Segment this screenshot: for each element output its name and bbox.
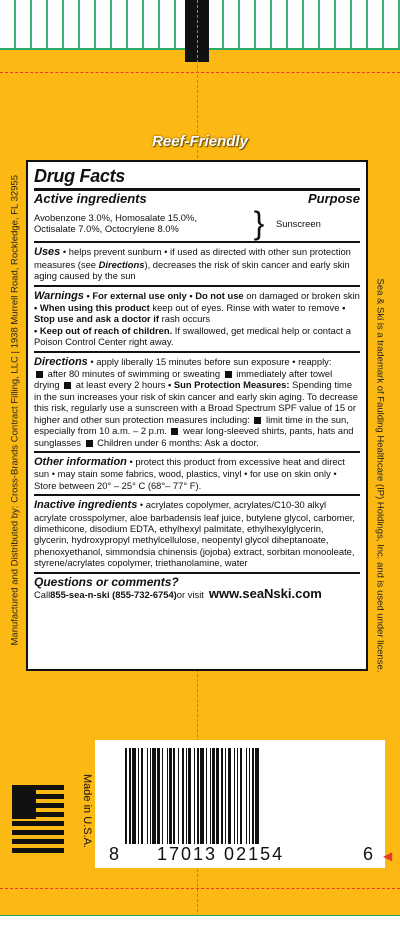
drug-facts-panel: [26, 160, 368, 671]
bullet-square-icon: [225, 371, 232, 378]
barcode-number: 17013 02154: [157, 844, 285, 864]
phone-number: 855-sea-n-ski (855-732-6754): [50, 588, 177, 600]
warn-text: If swallowed, get medical help or contact a Poison Control Center right away.: [34, 324, 351, 348]
bottom-crop-area: [0, 915, 400, 947]
active-line-1: Avobenzone 3.0%, Homosalate 15.0%,: [34, 212, 197, 223]
barcode-bars: [125, 748, 347, 844]
dir-text: wear long-sleeved shirts, pants, hats and sunglasses: [34, 425, 354, 448]
divider: [34, 572, 360, 574]
warnings-heading: Warnings: [34, 289, 84, 302]
active-ingredients-list: [34, 212, 248, 235]
dir-text: Children under 6 months: Ask a doctor.: [94, 436, 259, 448]
uses-section: [34, 246, 360, 281]
other-information-text: • protect this product from excessive heat and direct sun • may stain some fabrics, wood, plastics, vinyl • for use on skin only • Store between 20° – 25° C (68°– 77° F).: [34, 455, 345, 491]
active-header-row: [34, 193, 360, 204]
questions-heading: Questions or comments?: [34, 574, 179, 589]
warn-when-using: • When using this product: [34, 302, 150, 314]
bullet-square-icon: [64, 382, 71, 389]
uses-heading: Uses: [34, 246, 61, 259]
call-prefix: Call: [34, 588, 51, 600]
purpose-value: Sunscreen: [276, 217, 321, 229]
made-in-usa: Made in U.S.A.: [81, 774, 93, 848]
divider: [34, 285, 360, 287]
bullet-square-icon: [171, 428, 178, 435]
active-ingredients-row: [34, 205, 360, 242]
active-ingredients-heading: Active ingredients: [34, 191, 147, 206]
warn-text: rash occurs: [159, 313, 211, 325]
warn-external: • For external use only: [83, 289, 187, 301]
purpose-heading: Purpose: [307, 191, 360, 206]
dir-sun-measures: • Sun Protection Measures:: [167, 379, 290, 391]
arrow-left-icon: ◀: [383, 849, 393, 863]
bullet-square-icon: [86, 440, 93, 447]
warnings-section: [34, 290, 360, 348]
divider: [34, 451, 360, 453]
dir-text: Spending time in the sun increases your risk of skin cancer and early skin aging. To decrease this risk, regularly use a sunscreen with a Broad Spectrum SPF value of 15 or higher and other sun protection measures including:: [34, 379, 358, 425]
barcode-lead-digit: 8: [109, 844, 122, 864]
uses-directions-ref: Directions: [98, 258, 145, 270]
barcode: [95, 740, 385, 868]
warn-stop-use: • Stop use and ask a doctor if: [34, 302, 346, 325]
warn-keep-out: • Keep out of reach of children.: [34, 324, 173, 336]
flag-canton: [12, 785, 36, 819]
warn-text: keep out of eyes. Rinse with water to remove: [149, 302, 343, 314]
warn-do-not-use: • Do not use: [186, 289, 244, 301]
inactive-ingredients-heading: Inactive ingredients: [34, 499, 138, 512]
uses-text-2: ), decreases the risk of skin cancer and early skin aging caused by the sun: [34, 258, 350, 282]
other-information-heading: Other information: [34, 455, 127, 468]
drug-facts-title: Drug Facts: [34, 166, 126, 186]
uses-text: • helps prevent sunburn • if used as directed with other sun protection measures (see: [34, 246, 351, 270]
dir-text: limit time in the sun, especially from 10 a.m. – 2 p.m.: [34, 413, 349, 437]
dir-text: after 80 minutes of swimming or sweating: [45, 368, 223, 380]
inactive-ingredients-section: [34, 499, 360, 568]
barcode-check-digit: 6: [363, 844, 376, 864]
or-visit-text: or visit: [176, 588, 204, 600]
other-information-section: [34, 456, 360, 491]
dir-text: at least every 2 hours: [73, 379, 168, 391]
website-link: www.seaNski.com: [208, 585, 322, 601]
reef-friendly-banner: Reef-Friendly: [152, 133, 248, 150]
divider: [34, 351, 360, 353]
contact-line: [34, 585, 360, 601]
trim-line-top: [0, 72, 400, 73]
divider: [34, 241, 360, 243]
bullet-square-icon: [254, 417, 261, 424]
brace-icon: }: [253, 205, 265, 242]
dir-text: immediately after towel drying: [34, 368, 333, 391]
inactive-ingredients-text: • acrylates copolymer, acrylates/C10-30 alkyl acrylate crosspolymer, aloe barbadensis leaf juice, butylene glycol, carbomer, dimethicone, disodium EDTA, ethylhexyl palmitate, ethylhexylglycerin, glycerin, hydroxypropyl methylcellulose, neopentyl glycol diheptanoate, phenoxyethanol, simmondsia chinensis (jojoba) extract, sorbitan monooleate, styrene/acrylates copolymer, triethanolamine, water: [34, 499, 355, 569]
directions-heading: Directions: [34, 355, 88, 368]
dir-text: • apply liberally 15 minutes before sun exposure • reapply:: [87, 355, 332, 367]
questions-section: [34, 574, 360, 601]
manufacturer-text: Manufactured and Distributed by: Cross-Brands Contract Filling, LLC | 1938 Murrell Road, Rockledge, FL 32955: [9, 175, 21, 646]
bottom-guide-line: [0, 915, 400, 916]
directions-section: [34, 356, 360, 448]
trim-line-bottom: [0, 888, 400, 889]
bullet-square-icon: [36, 371, 43, 378]
divider: [34, 494, 360, 496]
warn-text: on damaged or broken skin: [243, 289, 360, 301]
trademark-text: Sea & Ski is a trademark of Faulding Healthcare (IP) Holdings, Inc. and is used under license.: [374, 278, 386, 673]
active-line-2: Octisalate 7.0%, Octocrylene 8.0%: [34, 223, 179, 235]
barcode-gap: [259, 748, 261, 844]
